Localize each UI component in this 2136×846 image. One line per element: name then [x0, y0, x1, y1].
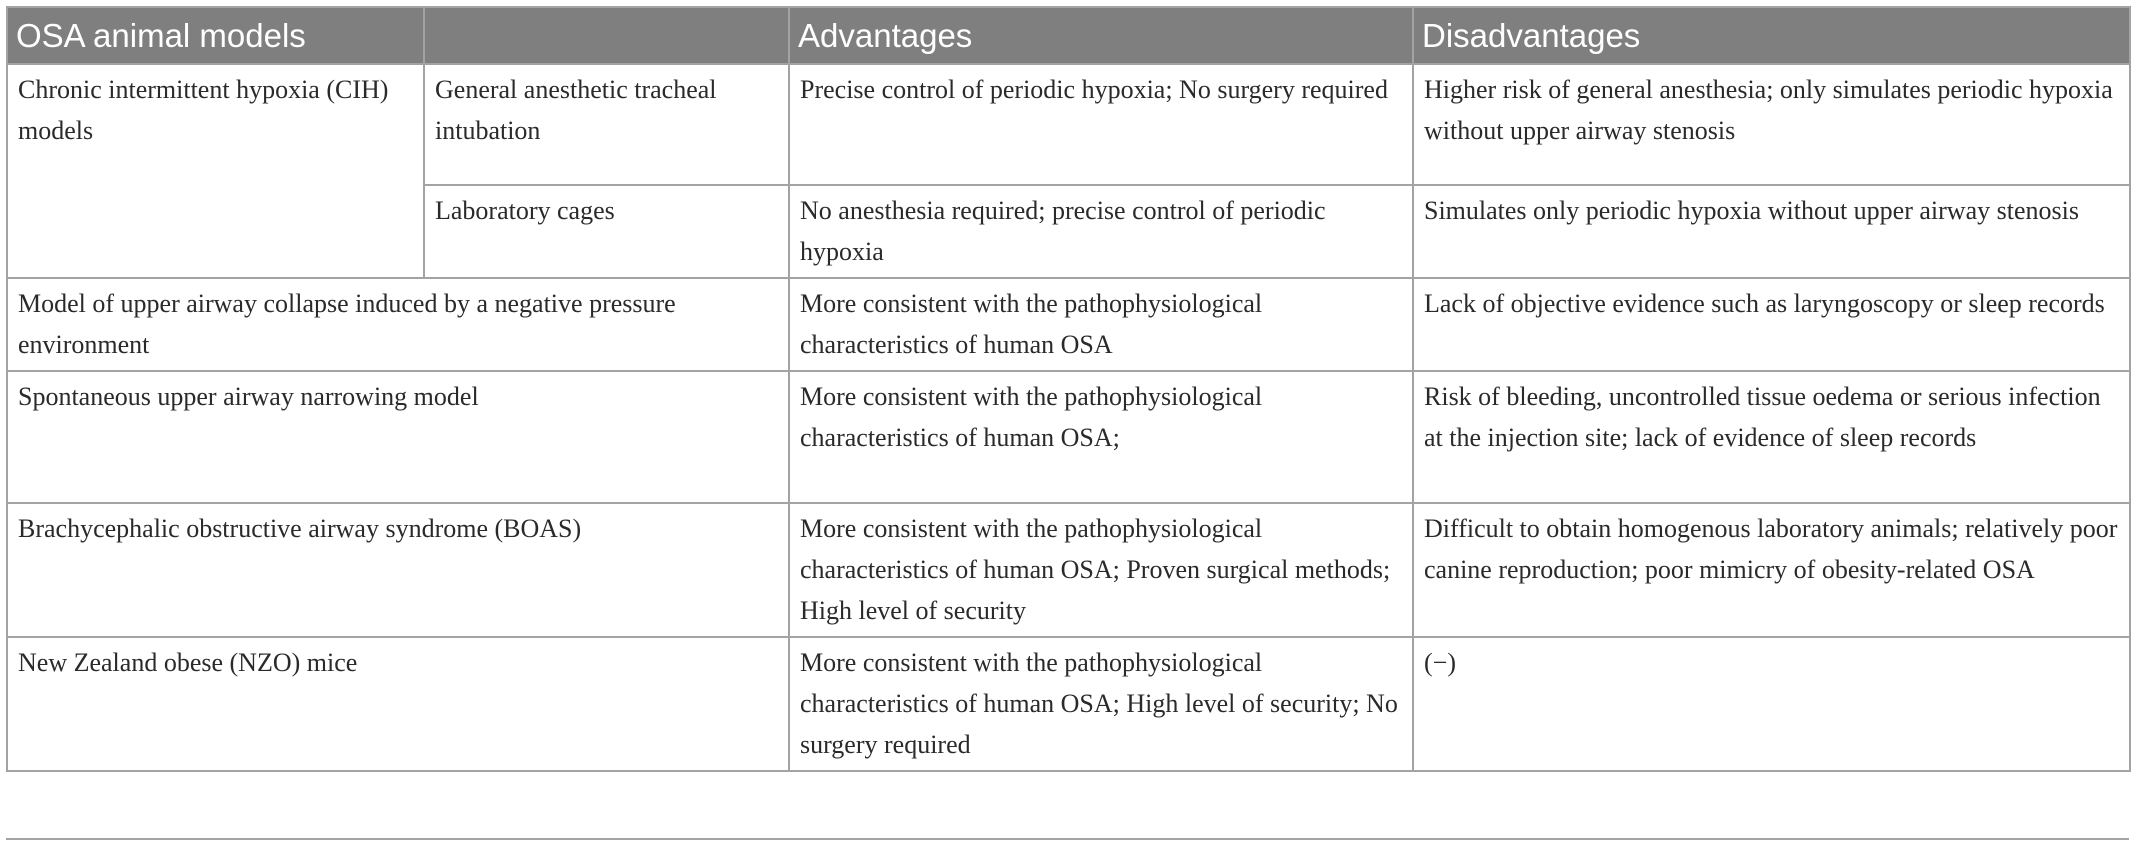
header-submodel — [424, 7, 789, 64]
cell-disadvantages: Simulates only periodic hypoxia without upper airway stenosis — [1413, 185, 2130, 278]
table-row — [7, 503, 2130, 637]
cell-disadvantages: (−) — [1413, 637, 2130, 771]
cell-advantages: More consistent with the pathophysiological characteristics of human OSA; High level of security; No surgery required — [789, 637, 1413, 771]
header-osa-animal-models: OSA animal models — [7, 7, 424, 64]
cell-submodel: Laboratory cages — [424, 185, 789, 278]
table-row — [7, 637, 2130, 771]
table-container — [6, 6, 2129, 772]
table-body — [7, 64, 2130, 771]
cell-advantages: More consistent with the pathophysiological characteristics of human OSA — [789, 278, 1413, 371]
cell-model: Brachycephalic obstructive airway syndrome (BOAS) — [7, 503, 789, 637]
cell-disadvantages: Difficult to obtain homogenous laboratory animals; relatively poor canine reproduction; poor mimicry of obesity-related OSA — [1413, 503, 2130, 637]
table-row — [7, 64, 2130, 185]
cell-submodel: General anesthetic tracheal intubation — [424, 64, 789, 185]
table-header — [7, 7, 2130, 64]
cell-model: Chronic intermittent hypoxia (CIH) models — [7, 64, 424, 278]
cell-disadvantages: Lack of objective evidence such as laryngoscopy or sleep records — [1413, 278, 2130, 371]
cell-disadvantages: Risk of bleeding, uncontrolled tissue oedema or serious infection at the injection site; lack of evidence of sleep records — [1413, 371, 2130, 503]
cell-advantages: Precise control of periodic hypoxia; No surgery required — [789, 64, 1413, 185]
cell-disadvantages: Higher risk of general anesthesia; only simulates periodic hypoxia without upper airway stenosis — [1413, 64, 2130, 185]
osa-models-table — [6, 6, 2131, 772]
cell-model: New Zealand obese (NZO) mice — [7, 637, 789, 771]
cell-model: Model of upper airway collapse induced by a negative pressure environment — [7, 278, 789, 371]
table-row — [7, 278, 2130, 371]
bottom-divider — [6, 838, 2129, 840]
table-row — [7, 371, 2130, 503]
cell-advantages: More consistent with the pathophysiological characteristics of human OSA; — [789, 371, 1413, 503]
cell-model: Spontaneous upper airway narrowing model — [7, 371, 789, 503]
cell-advantages: More consistent with the pathophysiological characteristics of human OSA; Proven surgical methods; High level of security — [789, 503, 1413, 637]
header-row — [7, 7, 2130, 64]
cell-advantages: No anesthesia required; precise control of periodic hypoxia — [789, 185, 1413, 278]
header-disadvantages: Disadvantages — [1413, 7, 2130, 64]
header-advantages: Advantages — [789, 7, 1413, 64]
